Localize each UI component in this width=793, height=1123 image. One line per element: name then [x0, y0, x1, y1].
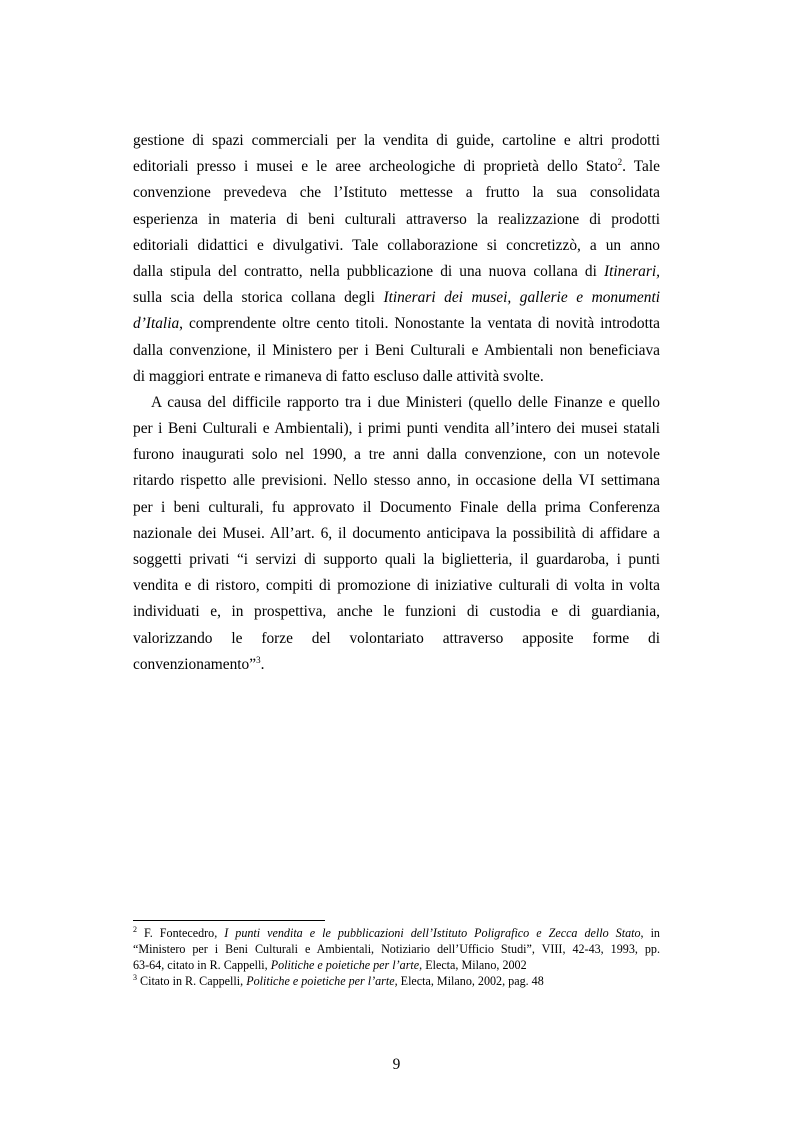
- footnote-2-line: 63-64, citato in R. Cappelli, Politiche e poietiche per l’arte, Electa, Milano, 2002: [133, 958, 527, 972]
- text-line: convenzione prevedeva che l’Istituto mettesse a frutto la sua consolidata: [133, 184, 660, 202]
- text-line: editoriali didattici e divulgativi. Tale collaborazione si concretizzò, a un anno: [133, 236, 660, 254]
- italic-title: I punti vendita e le pubblicazioni dell’Istituto Poligrafico e Zecca dello Stato: [224, 926, 641, 940]
- text-line: editoriali presso i musei e le aree archeologiche di proprietà dello Stato$^2$. Tale: [133, 157, 660, 176]
- text-line: individuati e, in prospettiva, anche le funzioni di custodia e di guardiania,: [133, 603, 660, 621]
- paragraph-1: [133, 128, 660, 390]
- paragraph-2: [133, 390, 660, 678]
- text-line: ritardo rispetto alle previsioni. Nello stesso anno, in occasione della VI settimana: [133, 472, 660, 490]
- footnotes: [133, 925, 660, 989]
- text-line: per i Beni Culturali e Ambientali), i primi punti vendita all’intero dei musei statali: [133, 420, 660, 438]
- text-line: sulla scia della storica collana degli Itinerari dei musei, gallerie e monumenti: [133, 289, 660, 307]
- italic-title: Politiche e poietiche per l’arte,: [246, 974, 398, 988]
- text-line: soggetti privati “i servizi di supporto quali la biglietteria, il guardaroba, i punti: [133, 551, 660, 568]
- text-line-last: di maggiori entrate e rimaneva di fatto escluso dalle attività svolte.: [133, 367, 544, 385]
- text-line-indented: A causa del difficile rapporto tra i due Ministeri (quello delle Finanze e quello: [151, 393, 660, 411]
- text-line: d’Italia, comprendente oltre cento titoli. Nonostante la ventata di novità introdotta: [133, 315, 660, 333]
- footnote-separator: [133, 920, 325, 921]
- text-line: nazionale dei Musei. All’art. 6, il documento anticipava la possibilità di affidare a: [133, 524, 660, 542]
- footnote-2-line: $^2$ F. Fontecedro, I punti vendita e le pubblicazioni dell’Istituto Poligrafico e Zecca dello Stato, in: [133, 924, 660, 940]
- text-line: furono inaugurati solo nel 1990, a tre anni dalla convenzione, con un notevole: [133, 446, 660, 464]
- footnote-ref-2: 2: [617, 157, 623, 168]
- footnote-number: 3: [133, 972, 137, 982]
- footnote-number: 2: [133, 924, 137, 934]
- footnote-ref-3: 3: [256, 654, 261, 665]
- text-line: valorizzando le forze del volontariato attraverso apposite forme di: [133, 629, 660, 647]
- text-line: gestione di spazi commerciali per la vendita di guide, cartoline e altri prodotti: [133, 132, 660, 149]
- italic-title: Politiche e poietiche per l’arte: [270, 958, 420, 972]
- italic-title: d’Italia: [133, 315, 180, 333]
- italic-title: Itinerari,: [603, 262, 660, 280]
- text-line: dalla stipula del contratto, nella pubblicazione di una nuova collana di Itinerari,: [133, 262, 660, 280]
- text-line: vendita e di ristoro, compiti di promozione di iniziative culturali di volta in volta: [133, 577, 660, 595]
- text-line: per i beni culturali, fu approvato il Documento Finale della prima Conferenza: [133, 498, 660, 516]
- text-line: dalla convenzione, il Ministero per i Beni Culturali e Ambientali non beneficiava: [133, 341, 660, 359]
- italic-title: Itinerari dei musei, gallerie e monumenti: [383, 289, 660, 307]
- text-line: esperienza in materia di beni culturali attraverso la realizzazione di prodotti: [133, 210, 660, 228]
- footnote-2-line: “Ministero per i Beni Culturali e Ambientali, Notiziario dell’Ufficio Studi”, VIII, 42-43, 1993, pp.: [133, 942, 660, 956]
- footnote-3-line: $^3$ Citato in R. Cappelli, Politiche e poietiche per l’arte, Electa, Milano, 2002, pag. 48: [133, 972, 544, 988]
- text-line-last: convenzionamento”$^3$.: [133, 654, 265, 673]
- page-number: 9: [392, 1056, 401, 1073]
- body-text: [133, 128, 660, 678]
